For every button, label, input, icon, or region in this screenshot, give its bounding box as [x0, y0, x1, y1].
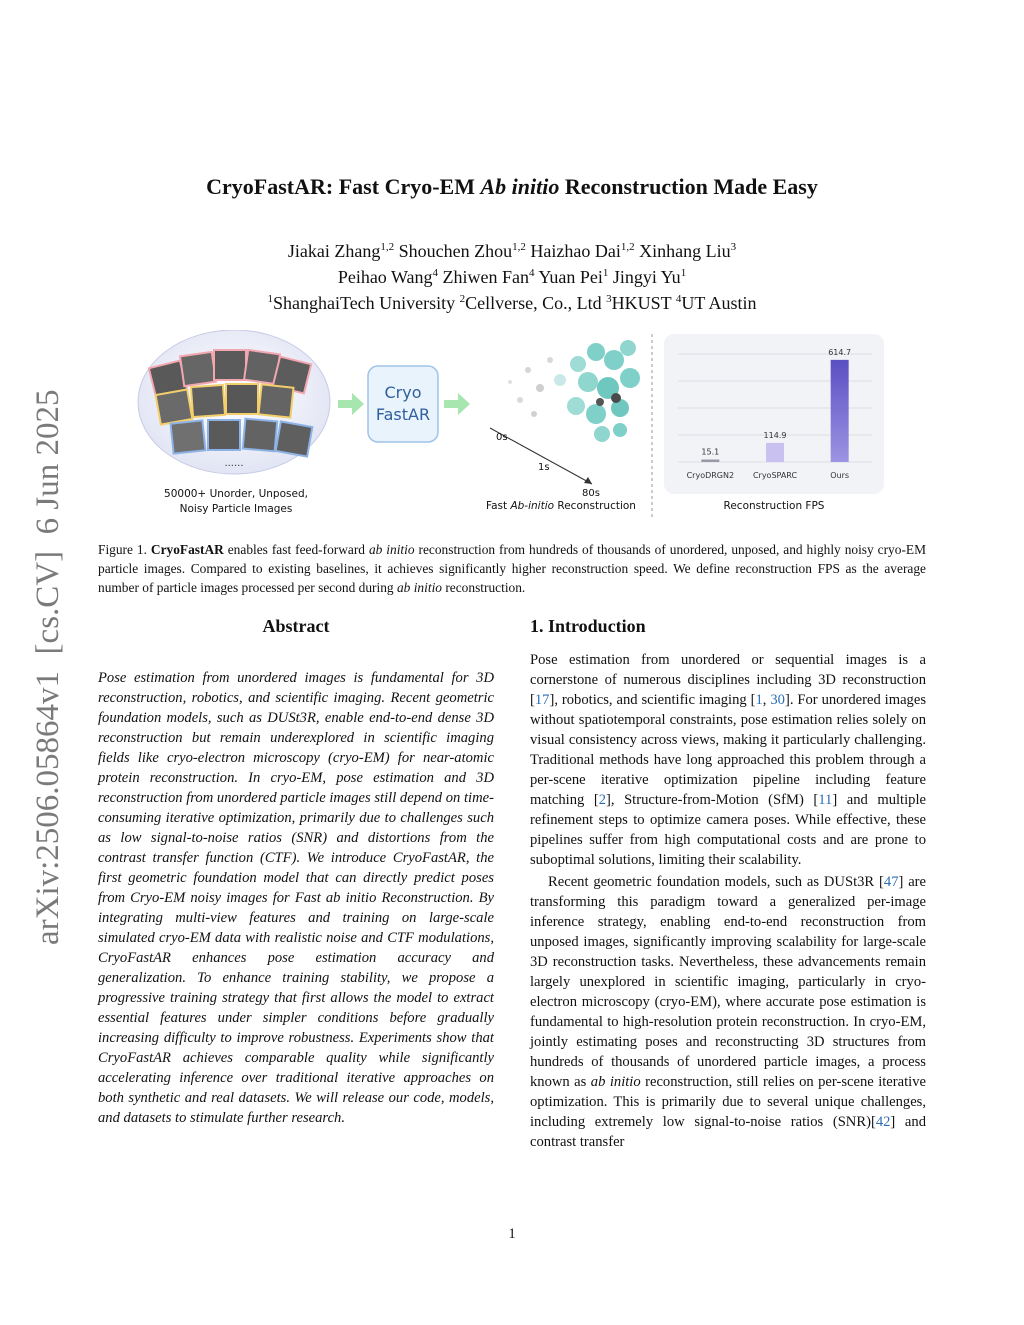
author: Zhiwen Fan [442, 267, 529, 287]
chart-value-label: 15.1 [701, 447, 720, 457]
reconstruction-volume [508, 340, 640, 442]
model-name-line2: FastAR [375, 405, 431, 424]
paper-title: CryoFastAR: Fast Cryo-EM Ab initio Reconstruction Made Easy [206, 174, 818, 199]
citation-link[interactable]: 1 [755, 692, 763, 708]
affiliation-line: $^1$ShanghaiTech University $^2$Cellverse, Co., Ltd $^3$HKUST $^4$UT Austin [267, 293, 757, 313]
author: Yuan Pei [538, 267, 603, 287]
time-80: 80s [582, 488, 600, 499]
page-number: 1 [508, 1226, 516, 1242]
abstract-heading: Abstract [262, 616, 330, 636]
citation-link[interactable]: 30 [770, 692, 785, 708]
author: Jiakai Zhang [287, 241, 381, 261]
intro-paragraph-1: Pose estimation from unordered or sequential images is a cornerstone of numerous disciplines including 3D reconstruction [17], robotics, and scientific imaging [1, 30]. For unordered images without spatiotemporal constraints, pose estimation relies solely on visual consistency across views, making it particularly challenging. Traditional methods have long approached this problem through a per-scene iterative optimization pipeline including feature matching [2], Structure-from-Motion (SfM) [11] and multiple refinement steps to optimize camera poses. While effective, these pipelines suffer from high computational costs and are prone to suboptimal solutions, limiting their scalability. [530, 652, 927, 868]
chart-category-label: CryoDRGN2 [686, 471, 735, 480]
chart-bar-ours [831, 360, 849, 462]
citation-link[interactable]: 42 [875, 1114, 891, 1130]
arrow-right-icon [338, 393, 364, 415]
introduction-column [530, 612, 926, 1152]
arxiv-stamp-text: arXiv:2506.05864v1 [cs.CV] 6 Jun 2025 [30, 389, 66, 945]
author: Xinhang Liu [639, 241, 731, 261]
fps-label: Reconstruction FPS [723, 500, 825, 512]
particles-label-2: Noisy Particle Images [179, 503, 293, 515]
author-block [0, 238, 1024, 316]
intro-paragraph-2: Recent geometric foundation models, such as DUSt3R [47] are transforming this paradigm toward a generalized per-image inference strategy, enabling end-to-end reconstruction from unposed images, significantly improving scalability for large-scale 3D reconstruction tasks. Nevertheless, these advancements remain largely unexplored in scientific imaging, particularly in cryo-electron microscopy (cryo-EM), where accurate pose estimation is fundamental to high-resolution protein reconstruction. In cryo-EM, jointly estimating poses and reconstructing 3D structures from hundreds of thousands of unordered particle images, a process known as ab initio reconstruction, still relies on per-scene iterative optimization. This is primarily due to several unique challenges, including extremely low signal-to-noise ratios (SNR)[42] and contrast transfer [530, 874, 927, 1150]
abstract-text: Pose estimation from unordered images is fundamental for 3D reconstruction, robotics, and scientific imaging. Recent geometric foundation models, such as DUSt3R, enable end-to-end dense 3D reconstruction but remain underexplored in scientific imaging fields like cryo-electron microscopy (cryo-EM) for near-atomic protein reconstruction. In cryo-EM, pose estimation and 3D reconstruction from unordered particle images still depend on time-consuming iterative optimization, primarily due to challenges such as low signal-to-noise ratios (SNR) and distortions from the contrast transfer function (CTF). We introduce CryoFastAR, the first geometric foundation model that can directly predict poses from Cryo-EM noisy images for Fast ab initio Reconstruction. By integrating multi-view features and training on large-scale simulated cryo-EM data with realistic noise and CTF modulations, CryoFastAR enhances pose estimation accuracy and generalization. To enhance training stability, we propose a progressive training strategy that first allows the model to extract essential features under simpler conditions before gradually increasing difficulty to improve robustness. Experiments show that CryoFastAR achieves comparable quality while significantly accelerating inference over traditional iterative approaches on both synthetic and real datasets. We will release our code, models, and datasets to stimulate further research. [98, 670, 494, 1126]
author-line-2: Peihao Wang$^4$ Zhiwen Fan$^4$ Yuan Pei$^1$ Jingyi Yu$^1$ [337, 267, 687, 287]
recon-label: Fast Ab-initio Reconstruction [486, 500, 636, 512]
particle-images [149, 350, 313, 457]
citation-link[interactable]: 11 [818, 792, 833, 808]
time-0: 0s [496, 432, 508, 443]
arxiv-stamp [14, 380, 74, 950]
chart-bar-cryodrgn2 [701, 459, 719, 462]
introduction-heading: 1. Introduction [530, 616, 646, 636]
author: Haizhao Dai [530, 241, 621, 261]
arrow-right-icon [444, 393, 470, 415]
chart-bar-cryosparc [766, 443, 784, 462]
cryofastar-box [368, 366, 438, 442]
citation-link[interactable]: 47 [883, 874, 899, 890]
abstract-column [98, 612, 494, 1128]
chart-value-label: 114.9 [763, 430, 787, 440]
teaser-figure [130, 330, 900, 520]
author: Shouchen Zhou [398, 241, 513, 261]
author: Jingyi Yu [612, 267, 681, 287]
particles-label-1: 50000+ Unorder, Unposed, [164, 488, 308, 500]
model-name-line1: Cryo [384, 383, 422, 402]
citation-link[interactable]: 2 [598, 792, 607, 808]
chart-category-label: CryoSPARC [752, 471, 798, 480]
fps-chart-panel [664, 334, 884, 494]
chart-category-label: Ours [830, 471, 850, 480]
particles-dots: ...... [224, 458, 244, 469]
author: Peihao Wang [337, 267, 433, 287]
citation-link[interactable]: 17 [534, 692, 550, 708]
figure-caption: Figure 1. CryoFastAR enables fast feed-forward ab initio reconstruction from hundreds of thousands of unordered, unposed, and highly noisy cryo-EM particle images. Compared to existing baselines, it achieves significantly higher reconstruction speed. We define reconstruction FPS as the average number of particle images processed per second during ab initio reconstruction. [98, 542, 926, 595]
chart-value-label: 614.7 [828, 347, 852, 357]
time-1: 1s [538, 462, 550, 473]
author-line-1: Jiakai Zhang$^{1,2}$ Shouchen Zhou$^{1,2}$ Haizhao Dai$^{1,2}$ Xinhang Liu$^3$ [287, 241, 737, 261]
